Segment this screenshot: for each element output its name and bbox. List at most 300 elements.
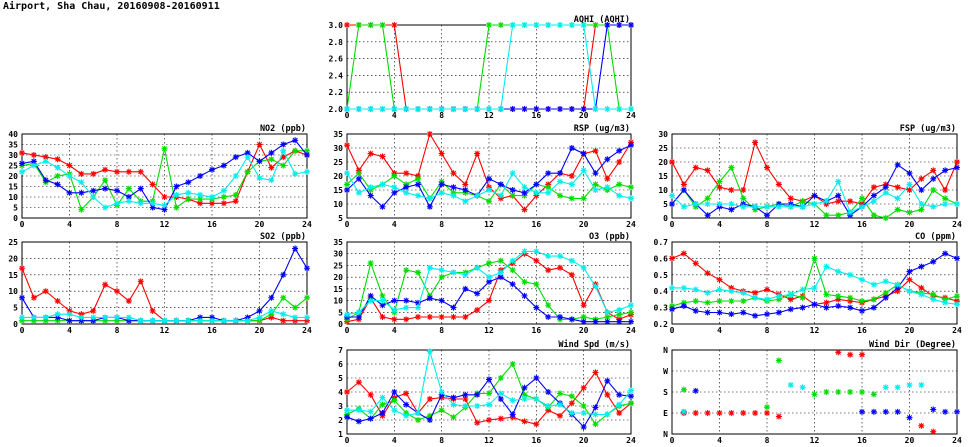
aqhi-y-tick-label: 2.0 [328,105,343,114]
so2-point-cyan [55,311,61,317]
no2-point-cyan [31,163,37,169]
wspd-point-cyan [451,402,457,408]
wdir-point-red [728,410,734,416]
rsp-point-cyan [604,184,610,190]
co-point-cyan [800,287,806,293]
rsp-point-blue [439,181,445,187]
wspd-point-green [593,421,599,427]
wspd-y-tick-label: 1 [338,430,343,439]
so2-point-cyan [257,314,263,320]
wdir-point-red [693,410,699,416]
fsp-point-blue [669,201,675,207]
fsp-point-cyan [788,204,794,210]
fsp-y-tick-label: 30 [658,130,668,139]
fsp-point-cyan [954,201,960,207]
rsp-point-cyan [439,190,445,196]
co-point-blue [776,310,782,316]
no2-point-red [126,169,132,175]
fsp-point-green [717,179,723,185]
rsp-point-blue [451,184,457,190]
fsp-y-tick-label: 15 [658,172,668,181]
wspd-x-tick-label: 24 [626,436,636,445]
so2-point-cyan [43,314,49,320]
page-title: Airport, Sha Chau, 20160908-20160911 [3,1,220,12]
wspd-point-red [486,417,492,423]
o3-x-tick-label: 12 [484,326,494,335]
no2-point-cyan [233,173,239,179]
co-point-cyan [871,282,877,288]
wdir-chart-title: Wind Dir (Degree) [869,340,956,350]
rsp-point-blue [545,170,551,176]
no2-point-cyan [280,148,286,154]
aqhi-point-green [498,22,504,28]
o3-point-cyan [522,248,528,254]
no2-point-cyan [292,171,298,177]
rsp-point-blue [628,142,634,148]
wspd-y-tick-label: 7 [338,346,343,355]
no2-point-cyan [102,205,108,211]
co-point-blue [954,255,960,261]
wspd-point-cyan [403,413,409,419]
wdir-point-red [918,423,924,429]
no2-point-red [19,150,25,156]
aqhi-point-blue [628,22,634,28]
wdir-x-tick-label: 8 [764,436,770,445]
so2-point-cyan [102,314,108,320]
no2-point-blue [185,179,191,185]
co-point-cyan [847,272,853,278]
wdir-point-cyan [788,382,794,388]
rsp-point-green [569,195,575,201]
fsp-point-red [942,187,948,193]
co-point-blue [717,310,723,316]
rsp-y-tick-label: 35 [333,130,343,139]
fsp-point-red [847,198,853,204]
no2-point-cyan [185,190,191,196]
so2-x-tick-label: 0 [19,326,25,335]
rsp-point-green [557,193,563,199]
fsp-point-blue [812,193,818,199]
rsp-point-cyan [533,190,539,196]
wspd-point-red [498,416,504,422]
wspd-point-blue [510,411,516,417]
no2-point-green [221,194,227,200]
fsp-point-green [859,195,865,201]
fsp-point-red [930,167,936,173]
o3-point-blue [604,319,610,325]
co-y-tick-label: 0.7 [653,238,668,247]
wdir-point-red [717,410,723,416]
co-point-cyan [705,290,711,296]
no2-point-red [233,198,239,204]
co-point-cyan [776,293,782,299]
no2-point-cyan [304,169,310,175]
wspd-point-red [403,390,409,396]
o3-point-cyan [368,298,374,304]
rsp-chart-title: RSP (ug/m3) [573,124,630,134]
rsp-point-blue [510,187,516,193]
rsp-point-blue [593,170,599,176]
so2-x-tick-label: 24 [302,326,312,335]
rsp-point-cyan [581,167,587,173]
wspd-point-cyan [356,407,362,413]
fsp-x-tick-label: 4 [717,220,722,229]
rsp-y-tick-label: 5 [338,214,343,223]
co-point-blue [942,250,948,256]
wspd-point-blue [380,410,386,416]
fsp-point-red [728,187,734,193]
no2-y-tick-label: 5 [13,203,18,213]
wspd-point-blue [604,378,610,384]
fsp-point-cyan [717,201,723,207]
co-chart-title: CO (ppm) [915,232,956,242]
fsp-point-blue [728,207,734,213]
co-x-tick-label: 0 [669,326,675,335]
aqhi-point-cyan [380,106,386,112]
wdir-point-green [859,389,865,395]
o3-point-cyan [510,258,516,264]
aqhi-x-tick-label: 4 [391,111,397,120]
wspd-point-red [604,392,610,398]
wdir-point-cyan [800,384,806,390]
co-point-cyan [728,288,734,294]
fsp-point-cyan [705,201,711,207]
wspd-x-tick-label: 8 [439,436,445,445]
so2-point-red [138,278,144,284]
wdir-x-tick-label: 0 [669,436,675,445]
no2-point-red [150,181,156,187]
rsp-point-green [344,181,350,187]
fsp-point-green [907,209,913,215]
fsp-point-cyan [681,204,687,210]
wdir-y-tick-label: W [663,367,668,376]
wspd-point-green [569,393,575,399]
aqhi-y-tick-label: 2.8 [328,37,343,47]
wspd-point-cyan [522,396,528,402]
rsp-point-cyan [569,181,575,187]
so2-point-red [19,265,25,271]
fsp-point-cyan [740,204,746,210]
aqhi-point-cyan [368,106,374,112]
o3-point-cyan [403,305,409,311]
no2-point-blue [67,190,73,196]
wspd-point-cyan [486,402,492,408]
no2-point-green [162,146,168,152]
wspd-point-blue [628,393,634,399]
co-point-blue [705,310,711,316]
so2-point-green [292,305,298,311]
co-point-green [859,298,865,304]
co-point-cyan [823,264,829,270]
rsp-point-blue [356,176,362,182]
rsp-x-tick-label: 12 [484,220,494,229]
o3-y-tick-label: 25 [333,261,343,271]
aqhi-point-red [344,22,350,28]
aqhi-point-cyan [581,22,587,28]
no2-point-red [268,165,274,171]
o3-point-blue [533,305,539,311]
rsp-point-red [474,151,480,157]
aqhi-point-blue [522,106,528,112]
aqhi-point-cyan [474,106,480,112]
aqhi-point-green [593,22,599,28]
so2-y-tick-label: 25 [8,238,18,247]
wdir-point-cyan [907,382,913,388]
co-x-tick-label: 4 [717,326,722,335]
co-point-cyan [669,285,675,291]
so2-y-tick-label: 15 [8,270,18,280]
wspd-point-cyan [427,348,433,354]
no2-point-blue [221,163,227,169]
wdir-y-tick-label: N [663,430,668,439]
o3-point-cyan [474,265,480,271]
so2-point-cyan [67,311,73,317]
co-point-blue [752,313,758,319]
co-point-green [693,298,699,304]
wspd-point-green [510,361,516,367]
wspd-point-blue [522,385,528,391]
so2-point-cyan [173,318,179,324]
aqhi-y-tick-label: 2.4 [328,71,343,81]
wspd-y-tick-label: 3 [338,402,343,411]
o3-point-blue [628,319,634,325]
no2-point-blue [233,154,239,160]
no2-point-blue [304,152,310,158]
rsp-point-blue [415,181,421,187]
rsp-point-green [616,181,622,187]
fsp-point-green [728,165,734,171]
co-point-red [764,287,770,293]
o3-point-green [439,274,445,280]
o3-point-red [451,314,457,320]
fsp-point-blue [871,193,877,199]
no2-x-tick-label: 12 [159,220,170,229]
wdir-point-red [740,410,746,416]
rsp-point-blue [380,204,386,210]
co-point-blue [693,308,699,314]
wspd-chart-title: Wind Spd (m/s) [558,340,630,350]
wdir-point-blue [895,409,901,415]
o3-point-cyan [557,253,563,259]
aqhi-point-cyan [486,106,492,112]
wdir-point-red [930,429,936,435]
wspd-point-blue [474,392,480,398]
wspd-point-blue [581,424,587,430]
so2-point-red [114,288,120,294]
co-point-green [823,291,829,297]
wspd-point-blue [451,395,457,401]
so2-point-cyan [209,318,215,324]
aqhi-point-cyan [415,106,421,112]
o3-point-cyan [344,312,350,318]
co-point-blue [871,305,877,311]
no2-point-cyan [257,175,263,181]
no2-point-blue [292,137,298,143]
rsp-point-blue [581,151,587,157]
o3-point-blue [545,314,551,320]
so2-x-tick-label: 12 [159,326,170,335]
rsp-point-red [616,159,622,165]
no2-y-tick-label: 40 [8,130,18,139]
no2-point-green [173,205,179,211]
so2-point-blue [257,308,263,314]
o3-point-red [557,265,563,271]
no2-point-blue [90,188,96,194]
co-point-cyan [859,277,865,283]
fsp-x-tick-label: 24 [952,220,962,229]
no2-point-blue [78,190,84,196]
wspd-y-tick-label: 6 [338,360,343,369]
aqhi-point-cyan [557,22,563,28]
fsp-point-cyan [942,201,948,207]
co-point-cyan [907,288,913,294]
co-point-red [693,260,699,266]
o3-point-green [368,260,374,266]
rsp-y-tick-label: 30 [333,144,343,153]
no2-y-tick-label: 20 [8,172,18,181]
wspd-point-green [628,400,634,406]
o3-point-blue [403,298,409,304]
wspd-point-red [368,392,374,398]
aqhi-point-blue [557,106,563,112]
o3-point-red [462,314,468,320]
so2-point-blue [19,295,25,301]
aqhi-point-cyan [462,106,468,112]
co-point-blue [918,264,924,270]
no2-point-blue [197,173,203,179]
o3-x-tick-label: 8 [439,326,445,335]
rsp-x-tick-label: 4 [391,220,397,229]
no2-point-red [102,167,108,173]
chart-wdir [663,339,962,445]
fsp-point-cyan [907,181,913,187]
wspd-x-tick-label: 12 [484,436,494,445]
wspd-point-red [569,400,575,406]
aqhi-point-green [356,22,362,28]
aqhi-point-cyan [344,106,350,112]
o3-point-green [522,279,528,285]
no2-point-red [67,163,73,169]
o3-point-red [486,298,492,304]
fsp-point-cyan [847,209,853,215]
rsp-point-cyan [380,181,386,187]
fsp-point-blue [681,187,687,193]
wdir-point-red [752,410,758,416]
so2-point-cyan [268,308,274,314]
so2-x-tick-label: 4 [67,326,72,335]
o3-point-blue [522,293,528,299]
co-point-green [871,296,877,302]
no2-point-blue [138,186,144,192]
fsp-point-cyan [895,195,901,201]
no2-point-cyan [150,200,156,206]
fsp-point-green [800,198,806,204]
no2-x-tick-label: 4 [67,220,72,229]
rsp-point-blue [427,204,433,210]
wspd-point-green [451,414,457,420]
rsp-point-cyan [403,190,409,196]
wspd-point-green [380,402,386,408]
wdir-point-red [859,352,865,358]
no2-point-cyan [173,192,179,198]
rsp-point-cyan [462,198,468,204]
no2-point-cyan [67,173,73,179]
fsp-point-cyan [764,204,770,210]
rsp-x-tick-label: 0 [344,220,350,229]
rsp-point-cyan [616,193,622,199]
o3-point-red [474,307,480,313]
co-point-cyan [693,287,699,293]
wdir-point-blue [954,409,960,415]
co-point-green [800,295,806,301]
wspd-x-tick-label: 0 [344,436,350,445]
no2-point-cyan [90,194,96,200]
fsp-point-green [930,187,936,193]
no2-point-cyan [221,188,227,194]
rsp-point-blue [522,190,528,196]
aqhi-y-tick-label: 3.0 [328,21,343,30]
fsp-point-blue [835,193,841,199]
no2-point-blue [55,181,61,187]
wspd-y-tick-label: 5 [338,374,343,383]
wspd-y-tick-label: 4 [338,388,343,397]
fsp-point-red [788,195,794,201]
o3-point-cyan [604,309,610,315]
wspd-point-blue [344,414,350,420]
wspd-point-cyan [344,407,350,413]
o3-point-red [380,314,386,320]
rsp-point-red [522,207,528,213]
chart-rsp [333,124,636,229]
rsp-point-green [356,170,362,176]
no2-point-green [245,169,251,175]
co-point-blue [859,308,865,314]
co-y-tick-label: 0.4 [653,287,668,297]
fsp-point-green [871,212,877,218]
co-point-cyan [764,296,770,302]
co-x-tick-label: 12 [809,326,820,335]
co-point-green [728,298,734,304]
co-point-blue [788,306,794,312]
rsp-point-red [604,176,610,182]
fsp-point-cyan [800,204,806,210]
fsp-x-tick-label: 8 [764,220,770,229]
no2-point-cyan [114,200,120,206]
wdir-point-green [681,387,687,393]
co-point-green [835,293,841,299]
so2-point-blue [67,318,73,324]
co-point-cyan [930,296,936,302]
wdir-point-blue [871,409,877,415]
no2-x-tick-label: 16 [207,220,217,229]
rsp-point-blue [486,176,492,182]
o3-point-cyan [439,267,445,273]
rsp-point-red [427,131,433,137]
aqhi-point-blue [533,106,539,112]
wdir-point-green [871,391,877,397]
o3-point-green [403,267,409,273]
co-point-blue [681,303,687,309]
aqhi-point-blue [581,106,587,112]
rsp-point-green [628,184,634,190]
fsp-point-red [669,159,675,165]
co-x-tick-label: 20 [904,326,915,335]
so2-point-cyan [150,318,156,324]
aqhi-point-cyan [604,106,610,112]
wspd-point-blue [498,396,504,402]
co-point-red [705,270,711,276]
so2-point-green [304,295,310,301]
